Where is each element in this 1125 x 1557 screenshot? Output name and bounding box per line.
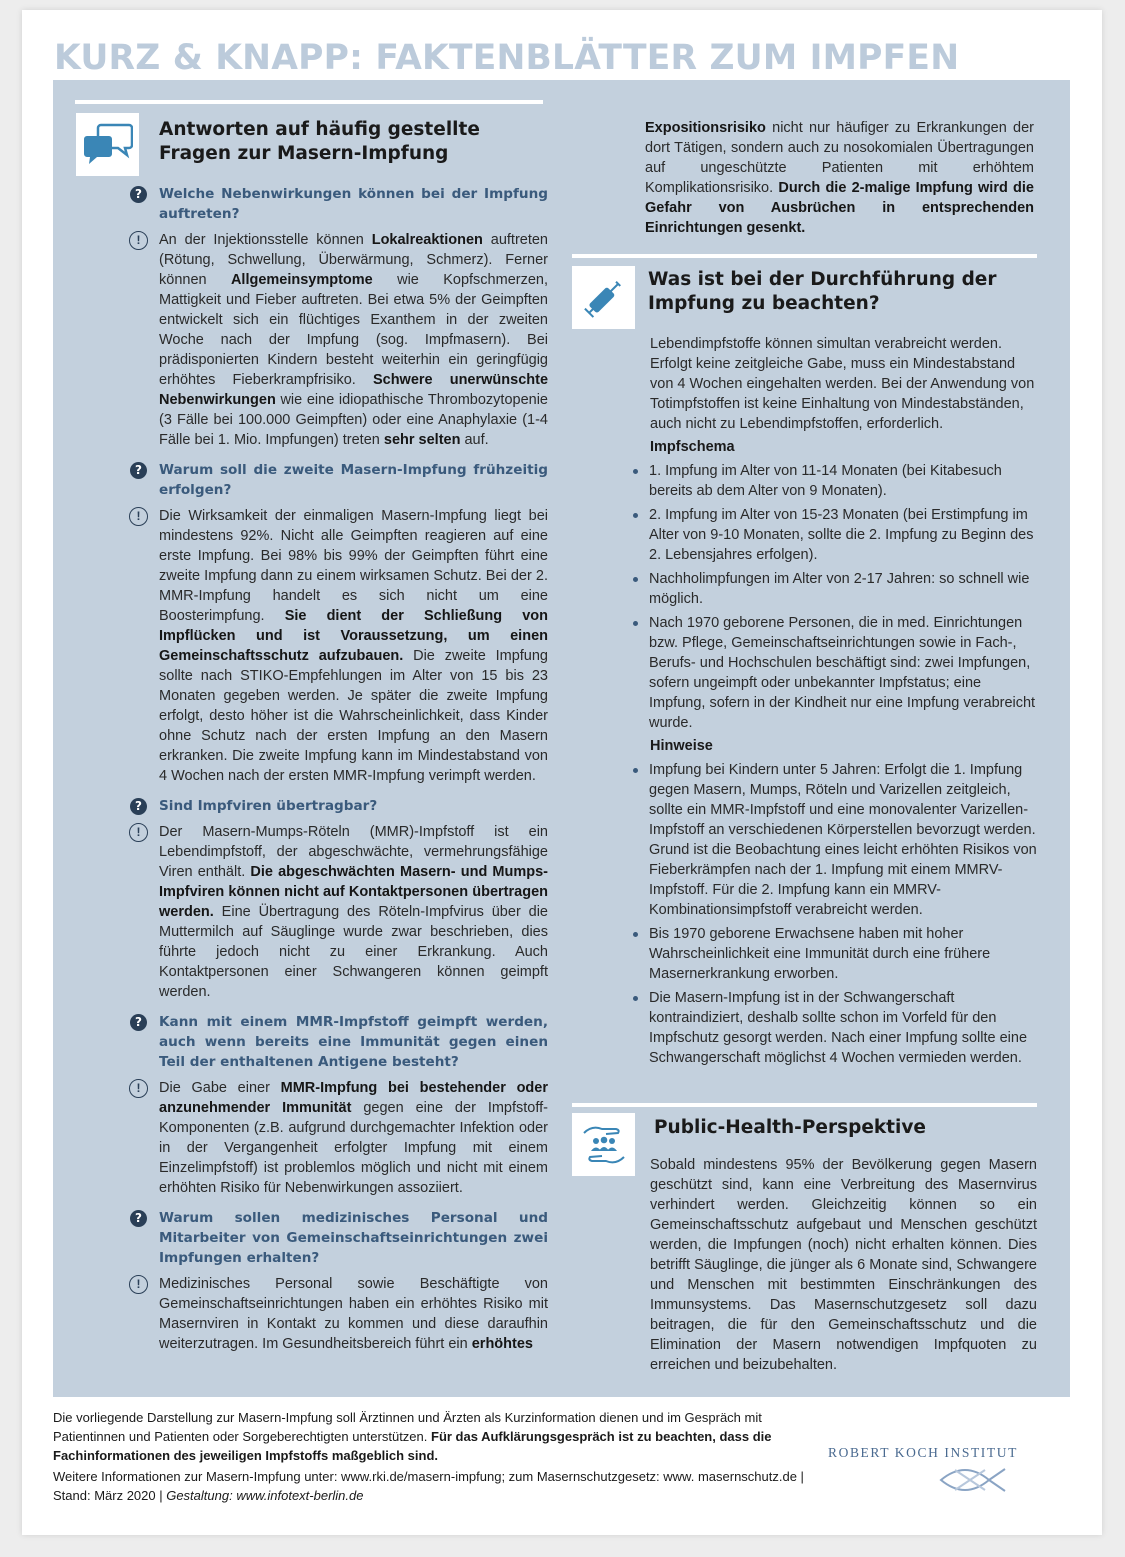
- procedure-title-line1: Was ist bei der Durchführung der: [648, 269, 997, 290]
- faq-question: [128, 1012, 548, 1072]
- list-item: Bis 1970 geborene Erwachsene haben mit hoher Wahrscheinlichkeit eine Immunität durch eine frühere Masernerkrankung erworben.: [634, 924, 1039, 984]
- public-health-text: Sobald mindestens 95% der Bevölkerung gegen Masern geschützt sind, kann eine Verbreitung des Masernvirus verhindert werden. Gleichzeitig können so ein Gemeinschaftsschutz aufgebaut und Menschen geschützt werden, die Impfungen (noch) nicht erhalten können. Dies betrifft Säuglinge, die jünger als 6 Monate sind, Schwangere und Menschen mit bestimmten Einschränkungen des Immunsystems. Das Masernschutzgesetz soll dazu beitragen, die für den Gemeinschaftsschutz und die Elimination der Masern notwendigen Impfquoten zu erreichen und beizubehalten.: [650, 1157, 1037, 1373]
- procedure-section-title: [648, 268, 1038, 316]
- question-text: Welche Nebenwirkungen können bei der Impfung auftreten?: [159, 186, 548, 222]
- list-item: 1. Impfung im Alter von 11-14 Monaten (bei Kitabesuch bereits ab dem Alter von 9 Monaten).: [634, 461, 1039, 501]
- procedure-intro: Lebendimpfstoffe können simultan verabreicht werden. Erfolgt keine zeitgleiche Gabe, muss ein Mindestabstand von 4 Wochen eingehalten werden. Bei der Anwendung von Totimpfstoffen ist keine Einhaltung von Mindestabständen, auch nicht zu Lebendimpfstoffen, erforderlich.: [650, 336, 1035, 432]
- question-mark-icon: ?: [130, 1210, 147, 1227]
- question-mark-icon: ?: [130, 186, 147, 203]
- faq-answer: ! Die Wirksamkeit der einmaligen Masern-Impfung liegt bei mindestens 92%. Nicht alle Geimpften reagieren auf eine erste Impfung. Bei 98% bis 99% der Geimpften führt eine zweite Impfung dann zu einem wirksamen Schutz. Bei der 2. MMR-Impfung handelt es sich nicht um eine Boosterimpfung. Sie dient der Schließung von Impflücken und ist Voraussetzung, um einen Gemeinschaftsschutz aufzubauen. Die zweite Impfung sollte nach STIKO-Empfehlungen im Alter von 15 bis 23 Monaten gegeben werden. Je später die zweite Impfung erfolgt, desto höher ist die Wahrscheinlichkeit, dass Kinder ohne Schutz nach der ersten Impfung an den Masern erkranken. Die zweite Impfung kann im Mindestabstand von 4 Wochen nach der ersten MMR-Impfung verimpft werden.: [128, 506, 548, 786]
- faq-continuation: Expositionsrisiko nicht nur häufiger zu Erkrankungen der dort Tätigen, sondern auch zu nosokomialen Übertragungen auf ungeschützte Patienten mit erhöhtem Komplikationsrisiko. Durch die 2-malige Impfung wird die Gefahr von Ausbrüchen in entsprechenden Einrichtungen gesenkt.: [645, 120, 1034, 236]
- procedure-title-line2: Impfung zu beachten?: [648, 293, 880, 314]
- faq-answer: ! Medizinisches Personal sowie Beschäftigte von Gemeinschaftseinrichtungen haben ein erhöhtes Risiko mit Masernviren in Kontakt zu kommen und diese daraufhin weiterzutragen. Im Gesundheitsbereich führt ein erhöhtes: [128, 1274, 548, 1354]
- public-health-title: Public-Health-Perspektive: [654, 1117, 926, 1138]
- procedure-body: [634, 334, 1039, 1068]
- list-item: Die Masern-Impfung ist in der Schwangerschaft kontraindiziert, deshalb sollte schon im Vorfeld für den Impfschutz gesorgt werden. Nach einer Impfung sollte eine Schwangerschaft möglichst 4 Wochen vermieden werden.: [634, 988, 1039, 1068]
- footer-links: Weitere Informationen zur Masern-Impfung unter: www.rki.de/masern-impfung; zum Masernschutzgesetz: www. masernschutz.de | Stand: März 2020 | Gestaltung: www.infotext-berlin.de: [53, 1469, 804, 1503]
- footer-disclaimer: Die vorliegende Darstellung zur Masern-Impfung soll Ärztinnen und Ärzten als Kurzinformation dienen und im Gespräch mit Patientinnen und Patienten oder Sorgeberechtigten unterstützen. Für das Aufklärungsgespräch ist zu beachten, dass die Fachinformationen des jeweiligen Impfstoffs maßgeblich sind.: [53, 1410, 772, 1463]
- syringe-icon: [579, 273, 629, 323]
- faq-item: [128, 1012, 548, 1198]
- faq-title-line2: Fragen zur Masern-Impfung: [159, 143, 449, 164]
- notes-list: [634, 760, 1039, 1068]
- list-item: 2. Impfung im Alter von 15-23 Monaten (bei Erstimpfung im Alter von 9-10 Monaten, sollte die 2. Impfung zu Beginn des 2. Lebensjahres erfolgen).: [634, 505, 1039, 565]
- exclamation-mark-icon: !: [129, 507, 148, 526]
- faq-icon-box: [76, 113, 139, 176]
- faq-item: [128, 184, 548, 450]
- speech-bubbles-icon: [83, 122, 133, 168]
- question-text: Warum sollen medizinisches Personal und Mitarbeiter von Gemeinschaftseinrichtungen zwei Impfungen erhalten?: [159, 1210, 548, 1266]
- schema-heading: Impfschema: [650, 439, 735, 455]
- exclamation-mark-icon: !: [129, 1275, 148, 1294]
- faq-answer: ! Die Gabe einer MMR-Impfung bei bestehender oder anzunehmender Immunität gegen eine der Impfstoff-Komponenten (z.B. aufgrund durchgemachter Infektion oder in der Vergangenheit erfolgter Impfung mit einem Einzelimpfstoff) ist problemlos möglich und nicht mit einem erhöhten Risiko für Nebenwirkungen assoziiert.: [128, 1078, 548, 1198]
- faq-answer: ! An der Injektionsstelle können Lokalreaktionen auftreten (Rötung, Schwellung, Überwärmung, Schmerz). Ferner können Allgemeinsymptome wie Kopfschmerzen, Mattigkeit und Fieber auftreten. Bei etwa 5% der Geimpften entwickelt sich ein flüchtiges Exanthem in der zweiten Woche nach der Impfung (sog. Impfmasern). Bei prädisponierten Kindern besteht weiterhin ein geringfügig erhöhtes Fieberkrampfrisiko. Schwere unerwünschte Nebenwirkungen wie eine idiopathische Thrombozytopenie (3 Fälle bei 100.000 Geimpften) oder eine Anaphylaxie (1-4 Fälle bei 1. Mio. Impfungen) treten sehr selten auf.: [128, 230, 548, 450]
- faq-answer: ! Der Masern-Mumps-Röteln (MMR)-Impfstoff ist ein Lebendimpfstoff, der abgeschwächte, vermehrungsfähige Viren enthält. Die abgeschwächten Masern- und Mumps- Impfviren können nicht auf Kontaktpersonen übertragen werden. Eine Übertragung des Röteln-Impfvirus über die Muttermilch auf Säuglinge wurde zwar beschrieben, dies führte jedoch nicht zu einer Erkrankung. Auch Kontaktpersonen einer Schwangeren können geimpft werden.: [128, 822, 548, 1002]
- list-item: Impfung bei Kindern unter 5 Jahren: Erfolgt die 1. Impfung gegen Masern, Mumps, Röteln und Varizellen zeitgleich, sollte ein MMR-Impfstoff und eine monovalenter Varizellen-Impfstoff an verschiedenen Körperstellen bevorzugt werden. Grund ist die Beobachtung eines leicht erhöhten Risikos von Fieberkrämpfen nach der 1. Impfung mit einem MMRV-Impfstoff. Für die 2. Impfung kann ein MMRV-Kombinationsimpfstoff verabreicht werden.: [634, 760, 1039, 920]
- section-rule: [572, 254, 1037, 258]
- footer: [53, 1408, 813, 1507]
- question-text: Warum soll die zweite Masern-Impfung frühzeitig erfolgen?: [159, 462, 548, 498]
- faq-item: [128, 796, 548, 1002]
- question-mark-icon: ?: [130, 462, 147, 479]
- notes-heading: Hinweise: [650, 738, 713, 754]
- question-mark-icon: ?: [130, 1014, 147, 1031]
- faq-question: [128, 184, 548, 224]
- faq-item: [128, 460, 548, 786]
- faq-question: [128, 460, 548, 500]
- schema-list: [634, 461, 1039, 733]
- question-text: Kann mit einem MMR-Impfstoff geimpft werden, auch wenn bereits eine Immunität gegen einen Teil der enthaltenen Antigene besteht?: [159, 1014, 548, 1070]
- rki-logo: [935, 1462, 1015, 1498]
- hands-community-icon: [578, 1119, 630, 1171]
- section-rule: [572, 1103, 1037, 1107]
- faq-title-line1: Antworten auf häufig gestellte: [159, 119, 480, 140]
- list-item: Nach 1970 geborene Personen, die in med. Einrichtungen bzw. Pflege, Gemeinschaftseinrichtungen sowie in Fach-, Berufs- und Hochschulen beschäftigt sind: zwei Impfungen, sofern ungeimpft oder unbekannter Impfstatus; eine Impfung, sofern in der Kindheit nur eine Impfung verabreicht wurde.: [634, 613, 1039, 733]
- exclamation-mark-icon: !: [129, 823, 148, 842]
- faq-item: [128, 1208, 548, 1354]
- banner-title: KURZ & KNAPP: FAKTENBLÄTTER ZUM IMPFEN: [54, 38, 960, 78]
- rki-name: ROBERT KOCH INSTITUT: [828, 1445, 1018, 1460]
- faq-section-title: [159, 118, 539, 166]
- question-mark-icon: ?: [130, 798, 147, 815]
- faq-question: [128, 1208, 548, 1268]
- faq-list: [128, 184, 548, 1364]
- section-rule: [75, 100, 543, 104]
- question-text: Sind Impfviren übertragbar?: [159, 798, 378, 814]
- faq-question: [128, 796, 548, 816]
- exclamation-mark-icon: !: [129, 231, 148, 250]
- syringe-icon-box: [572, 266, 635, 329]
- list-item: Nachholimpfungen im Alter von 2-17 Jahren: so schnell wie möglich.: [634, 569, 1039, 609]
- community-icon-box: [572, 1113, 635, 1176]
- exclamation-mark-icon: !: [129, 1079, 148, 1098]
